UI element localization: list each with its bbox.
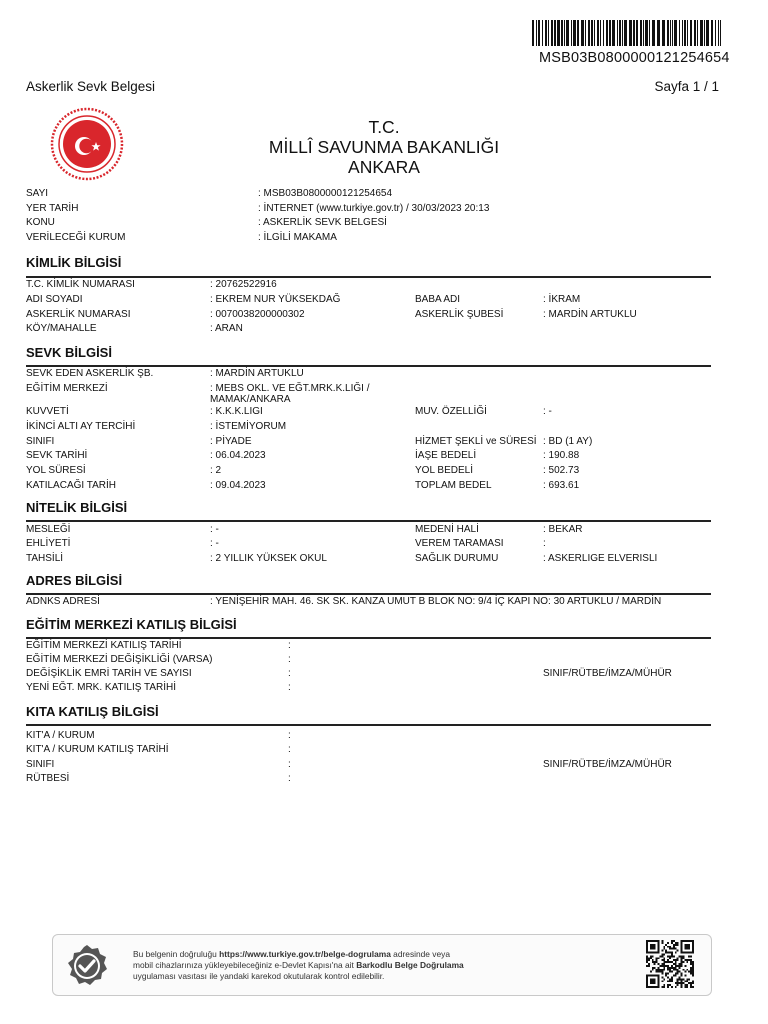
header-line-tc: T.C.	[368, 117, 400, 137]
label-ehliyeti: EHLİYETİ	[26, 538, 71, 549]
verification-url[interactable]: https://www.turkiye.gov.tr/belge-dogrulama	[219, 949, 391, 959]
label-yol-bedeli: YOL BEDELİ	[415, 465, 473, 476]
barcode-image	[532, 20, 724, 46]
section-title-sevk: SEVK BİLGİSİ	[26, 345, 112, 360]
value-iase-bedeli: : 190.88	[543, 450, 580, 461]
value-degisiklik-emri: :	[288, 668, 291, 679]
value-medeni-hali: : BEKAR	[543, 524, 583, 535]
label-ikinci-alti-ay: İKİNCİ ALTI AY TERCİHİ	[26, 421, 136, 432]
section-divider	[26, 593, 711, 595]
label-iase-bedeli: İAŞE BEDELİ	[415, 450, 477, 461]
header-line-ministry: MİLLÎ SAVUNMA BAKANLIĞI	[268, 137, 500, 157]
label-yol-suresi: YOL SÜRESİ	[26, 465, 86, 476]
value-kita-katilis-tarihi: :	[288, 744, 291, 755]
label-saglik-durumu: SAĞLIK DURUMU	[415, 553, 499, 564]
meta-label-sayi: SAYI	[26, 188, 49, 199]
verification-text: Bu belgenin doğruluğu https://www.turkiye.gov.tr/belge-dogrulama adresinde veya mobil cihazlarınıza yükleyebileceğiniz e-Devlet Kapısı'na ait Barkodlu Belge Doğrulama uygulaması vasıtası ile yandaki karekod okutularak kontrol edilebilir.	[133, 949, 464, 981]
label-hizmet-sekli: HİZMET ŞEKLİ ve SÜRESİ	[415, 436, 537, 447]
value-adnks-adresi: : YENİŞEHİR MAH. 46. SK SK. KANZA UMUT B BLOK NO: 9/4 İÇ KAPI NO: 30 ARTUKLU / MARDİN	[210, 596, 662, 607]
label-egitim-merkezi: EĞİTİM MERKEZİ	[26, 383, 108, 394]
section-divider	[26, 724, 711, 726]
label-baba-adi: BABA ADI	[415, 294, 461, 305]
signature-field-kita: SINIF/RÜTBE/İMZA/MÜHÜR	[543, 759, 672, 770]
value-adi-soyadi: : EKREM NUR YÜKSEKDAĞ	[210, 294, 341, 305]
label-tc-kimlik: T.C. KİMLİK NUMARASI	[26, 279, 135, 290]
document-number: MSB03B0800000121254654	[539, 50, 730, 66]
header-line-city: ANKARA	[348, 157, 420, 177]
label-verem-taramasi: VEREM TARAMASI	[415, 538, 504, 549]
value-katilacagi-tarih: : 09.04.2023	[210, 480, 266, 491]
value-muv-ozelligi: : -	[543, 406, 552, 417]
value-tc-kimlik: : 20762522916	[210, 279, 277, 290]
value-saglik-durumu: : ASKERLIGE ELVERISLI	[543, 553, 658, 564]
value-hizmet-sekli: : BD (1 AY)	[543, 436, 593, 447]
label-adnks-adresi: ADNKS ADRESİ	[26, 596, 100, 607]
meta-value-yer-tarih: : İNTERNET (www.turkiye.gov.tr) / 30/03/2023 20:13	[258, 203, 490, 214]
label-medeni-hali: MEDENİ HALİ	[415, 524, 479, 535]
value-rutbesi: :	[288, 773, 291, 784]
section-divider	[26, 520, 711, 522]
meta-label-konu: KONU	[26, 217, 55, 228]
section-title-adres: ADRES BİLGİSİ	[26, 573, 123, 588]
page-indicator: Sayfa 1 / 1	[654, 79, 719, 94]
value-egitim-katilis-tarihi: :	[288, 640, 291, 651]
section-title-kimlik: KİMLİK BİLGİSİ	[26, 255, 122, 270]
verified-badge-icon	[63, 942, 111, 990]
document-title: Askerlik Sevk Belgesi	[26, 79, 156, 94]
value-meslegi: : -	[210, 524, 219, 535]
value-yeni-egt-katilis: :	[288, 682, 291, 693]
label-askerlik-numarasi: ASKERLİK NUMARASI	[26, 309, 131, 320]
section-divider	[26, 365, 711, 367]
value-ehliyeti: : -	[210, 538, 219, 549]
label-adi-soyadi: ADI SOYADI	[26, 294, 83, 305]
value-toplam-bedel: : 693.61	[543, 480, 580, 491]
label-meslegi: MESLEĞİ	[26, 524, 71, 535]
value-sevk-eden: : MARDİN ARTUKLU	[210, 368, 304, 379]
label-koy-mahalle: KÖY/MAHALLE	[26, 323, 97, 334]
label-kita-kurum: KIT'A / KURUM	[26, 730, 95, 741]
label-degisiklik-emri: DEĞİŞİKLİK EMRİ TARİH VE SAYISI	[26, 668, 192, 679]
section-divider	[26, 276, 711, 278]
meta-value-kurum: : İLGİLİ MAKAMA	[258, 232, 337, 243]
label-kita-katilis-tarihi: KIT'A / KURUM KATILIŞ TARİHİ	[26, 744, 169, 755]
section-title-nitelik: NİTELİK BİLGİSİ	[26, 500, 128, 515]
value-egitim-merkezi-line2: MAMAK/ANKARA	[210, 394, 291, 405]
label-tahsili: TAHSİLİ	[26, 553, 64, 564]
label-egitim-degisikligi: EĞİTİM MERKEZİ DEĞİŞİKLİĞİ (VARSA)	[26, 654, 213, 665]
value-askerlik-subesi: : MARDİN ARTUKLU	[543, 309, 637, 320]
meta-label-yer-tarih: YER TARİH	[26, 203, 79, 214]
label-yeni-egt-katilis: YENİ EĞT. MRK. KATILIŞ TARİHİ	[26, 682, 177, 693]
label-katilacagi-tarih: KATILACAĞI TARİH	[26, 480, 117, 491]
label-muv-ozelligi: MUV. ÖZELLİĞİ	[415, 406, 487, 417]
qr-code-icon	[646, 940, 694, 988]
value-kuvveti: : K.K.K.LIGI	[210, 406, 263, 417]
verification-footer	[52, 934, 712, 996]
label-askerlik-subesi: ASKERLİK ŞUBESİ	[415, 309, 504, 320]
value-kita-kurum: :	[288, 730, 291, 741]
label-sevk-tarihi: SEVK TARİHİ	[26, 450, 88, 461]
value-baba-adi: : İKRAM	[543, 294, 581, 305]
section-title-kita: KITA KATILIŞ BİLGİSİ	[26, 704, 159, 719]
value-yol-suresi: : 2	[210, 465, 222, 476]
value-tahsili: : 2 YILLIK YÜKSEK OKUL	[210, 553, 327, 564]
value-egitim-merkezi: : MEBS OKL. VE EĞT.MRK.K.LIĞI /	[210, 383, 370, 394]
label-toplam-bedel: TOPLAM BEDEL	[415, 480, 492, 491]
section-divider	[26, 637, 711, 639]
label-egitim-katilis-tarihi: EĞİTİM MERKEZİ KATILIŞ TARİHİ	[26, 640, 182, 651]
meta-value-konu: : ASKERLİK SEVK BELGESİ	[258, 217, 387, 228]
value-kita-sinifi: :	[288, 759, 291, 770]
signature-field-egitim: SINIF/RÜTBE/İMZA/MÜHÜR	[543, 668, 672, 679]
label-sinifi: SINIFI	[26, 436, 55, 447]
value-sinifi: : PİYADE	[210, 436, 252, 447]
value-askerlik-numarasi: : 0070038200000302	[210, 309, 305, 320]
section-title-egitim: EĞİTİM MERKEZİ KATILIŞ BİLGİSİ	[26, 617, 237, 632]
label-kuvveti: KUVVETİ	[26, 406, 69, 417]
value-verem-taramasi: :	[543, 538, 546, 549]
value-egitim-degisikligi: :	[288, 654, 291, 665]
meta-value-sayi: : MSB03B0800000121254654	[258, 188, 393, 199]
label-sevk-eden: SEVK EDEN ASKERLİK ŞB.	[26, 368, 154, 379]
ministry-header	[0, 117, 768, 177]
meta-label-kurum: VERİLECEĞİ KURUM	[26, 232, 126, 243]
value-koy-mahalle: : ARAN	[210, 323, 243, 334]
label-kita-sinifi: SINIFI	[26, 759, 55, 770]
value-ikinci-alti-ay: : İSTEMİYORUM	[210, 421, 287, 432]
value-sevk-tarihi: : 06.04.2023	[210, 450, 266, 461]
value-yol-bedeli: : 502.73	[543, 465, 580, 476]
label-rutbesi: RÜTBESİ	[26, 773, 70, 784]
